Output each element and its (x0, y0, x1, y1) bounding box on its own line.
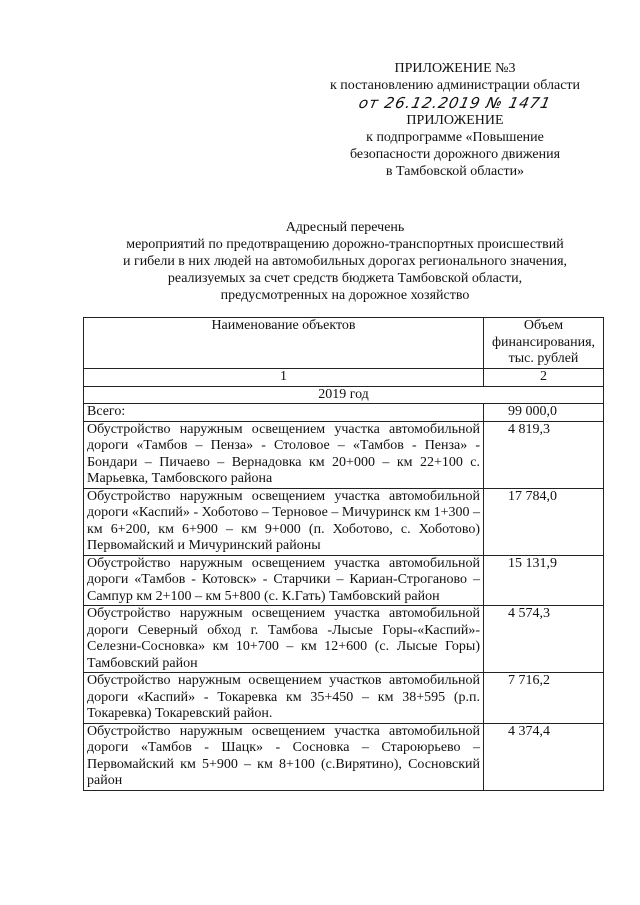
object-name: Обустройство наружным освещением участков автомобильной дороги «Каспий» - Токаревка км 35+450 – км 38+595 (р.п. Токаревка) Токаревский район. (84, 673, 484, 724)
object-name: Обустройство наружным освещением участка автомобильной дороги «Тамбов – Пенза» - Столовое – «Тамбов - Пенза» - Бондари – Пичаево – Вернадовка км 20+000 – км 22+100 с. Марьевка, Тамбовского района (84, 421, 484, 488)
table-row (84, 723, 604, 790)
title-line-3: и гибели в них людей на автомобильных дорогах регионального значения, (122, 254, 568, 269)
object-name: Обустройство наружным освещением участка автомобильной дороги Северный обход г. Тамбова -Лысые Горы-«Каспий»-Селезни-Сосновка» км 10+700 – км 12+600 (с. Лысые Горы) Тамбовский район (84, 606, 484, 673)
table-header-row (84, 318, 604, 369)
column-header-name: Наименование объектов (84, 318, 484, 369)
object-name: Обустройство наружным освещением участка автомобильной дороги «Тамбов - Шацк» - Сосновка – Староюрьево – Первомайский км 5+900 – км 8+100 (с.Вирятино), Сосновский район (84, 723, 484, 790)
appendix-header (300, 60, 610, 180)
handwritten-date-number: от 26.12.2019 № 1471 (357, 94, 553, 112)
column-number-2: 2 (484, 369, 604, 387)
table-row (84, 606, 604, 673)
table-row (84, 488, 604, 555)
total-value: 99 000,0 (484, 404, 604, 422)
object-value: 4 819,3 (484, 421, 604, 488)
object-value: 7 716,2 (484, 673, 604, 724)
table-row (84, 673, 604, 724)
appendix-number: ПРИЛОЖЕНИЕ №3 (394, 61, 516, 76)
title-line-4: реализуемых за счет средств бюджета Тамбовской области, (167, 271, 523, 286)
objects-table (83, 317, 604, 791)
title-line-2: мероприятий по предотвращению дорожно-транспортных происшествий (126, 237, 564, 252)
table-number-row (84, 369, 604, 387)
table-total-row (84, 404, 604, 422)
column-header-volume: Объем финансирования, тыс. рублей (484, 318, 604, 369)
object-value: 15 131,9 (484, 555, 604, 606)
object-value: 4 374,4 (484, 723, 604, 790)
appendix-program-line3: в Тамбовской области» (385, 164, 525, 179)
appendix-decree-ref: к постановлению администрации области (329, 78, 581, 93)
object-name: Обустройство наружным освещением участка автомобильной дороги «Каспий» - Хоботово – Терновое – Мичуринск км 1+300 – км 6+200, км 6+900 – км 9+000 (п. Хоботово, с. Хоботово) Первомайский и Мичуринский районы (84, 488, 484, 555)
object-name: Обустройство наружным освещением участка автомобильной дороги «Тамбов - Котовск» - Старчики – Кариан-Строганово – Сампур км 2+100 – км 5+800 (с. К.Гать) Тамбовский район (84, 555, 484, 606)
column-number-1: 1 (84, 369, 484, 387)
title-line-1: Адресный перечень (285, 220, 405, 235)
table-year-row (84, 386, 604, 404)
table-row (84, 555, 604, 606)
title-line-5: предусмотренных на дорожное хозяйство (220, 288, 470, 303)
appendix-program-line2: безопасности дорожного движения (349, 147, 561, 162)
year-label: 2019 год (84, 386, 604, 404)
object-value: 17 784,0 (484, 488, 604, 555)
appendix-program-line1: к подпрограмме «Повышение (366, 130, 544, 145)
total-label: Всего: (84, 404, 484, 422)
appendix-subtitle: ПРИЛОЖЕНИЕ (406, 113, 504, 128)
document-title (80, 219, 610, 304)
table-row (84, 421, 604, 488)
object-value: 4 574,3 (484, 606, 604, 673)
